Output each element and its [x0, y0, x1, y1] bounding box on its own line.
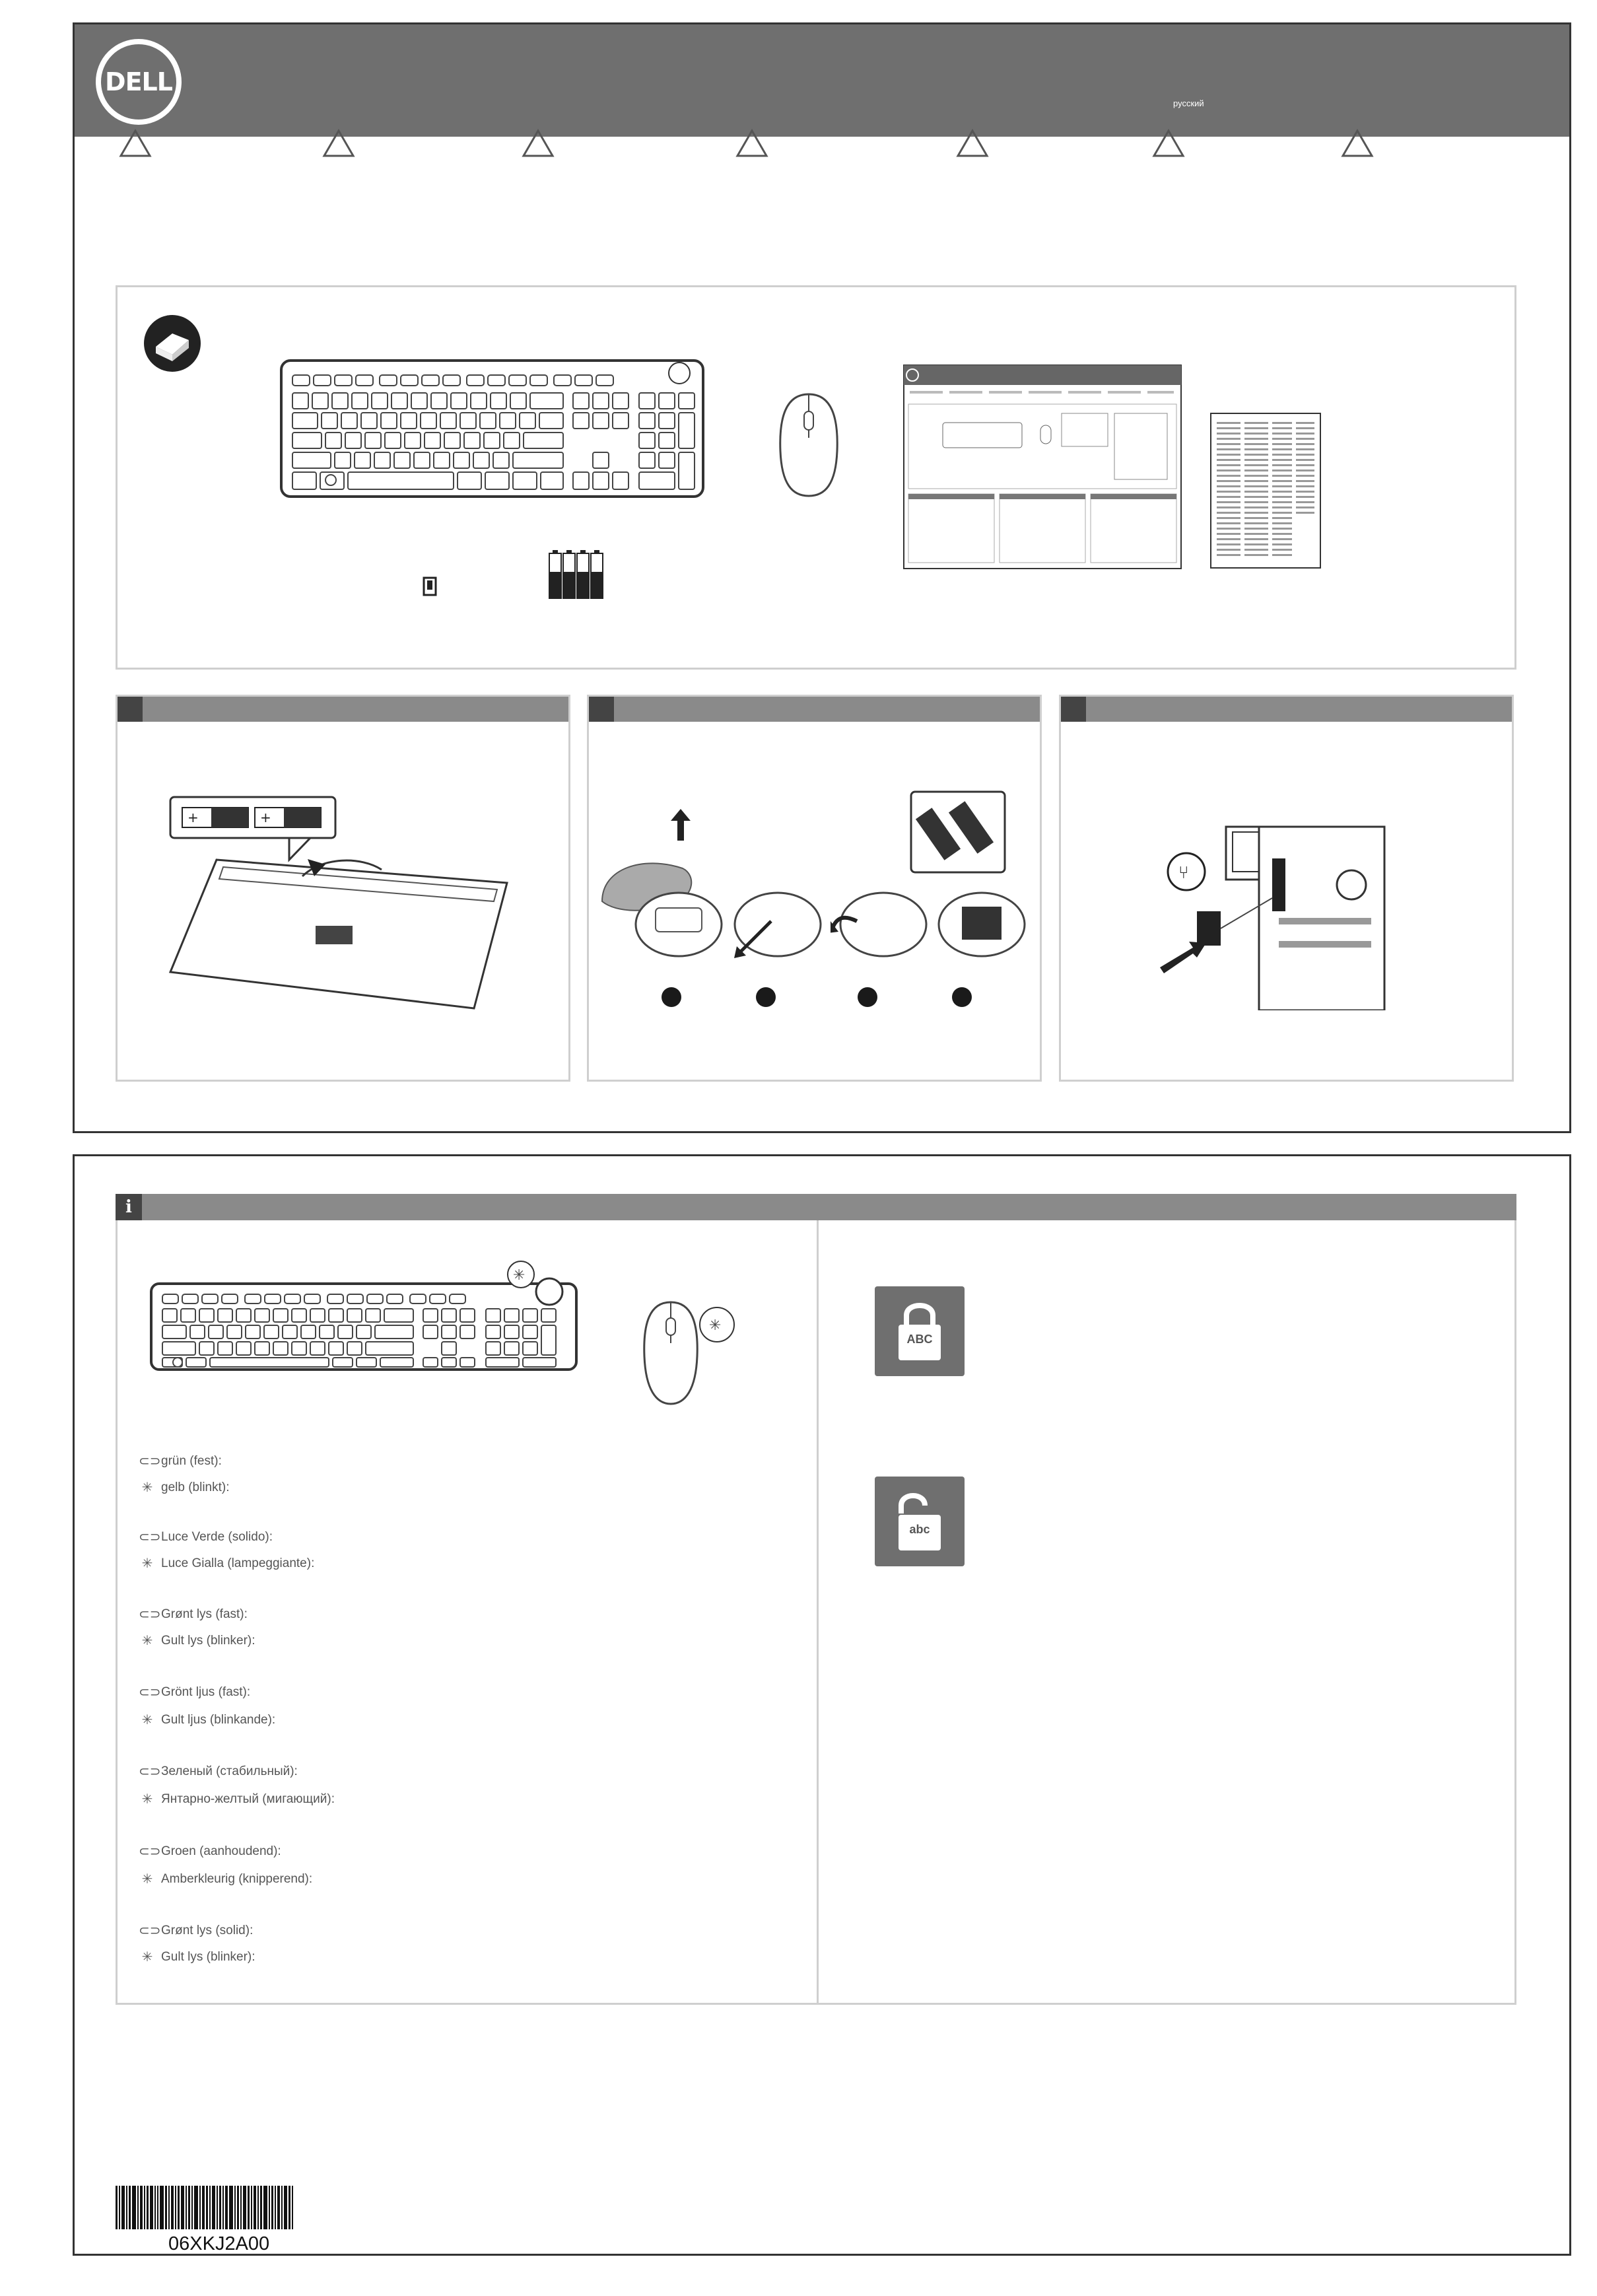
up-arrow-icon [671, 809, 691, 841]
keyboard-battery-illustration [164, 790, 527, 1015]
info-marker: i [116, 1194, 142, 1220]
caps-lock-on-label: ABC [906, 1333, 933, 1346]
svg-text:⑂: ⑂ [1178, 863, 1189, 883]
svg-text:✳: ✳ [513, 1267, 526, 1284]
step-number [118, 697, 143, 722]
step-dot [662, 987, 681, 1007]
legend-blink-sv: ✳ Gult ljus (blinkande): [139, 1712, 275, 1728]
step-dot [756, 987, 776, 1007]
warning-icon [1152, 129, 1185, 158]
mouse-status-illustration [639, 1297, 738, 1409]
legend-blink-ru: ✳ Янтарно-желтый (мигающий): [139, 1791, 335, 1807]
step-dot [952, 987, 972, 1007]
language-label: русский [1173, 98, 1204, 108]
warning-icon [956, 129, 989, 158]
keyboard-status-illustration [149, 1260, 578, 1372]
computer-usb-illustration [1160, 819, 1437, 1010]
legend-blink-no: ✳ Gult lys (blinker): [139, 1632, 255, 1649]
info-header-bar [116, 1194, 1516, 1220]
led-steady-icon: ⊂⊃ [139, 1685, 161, 1700]
usb-receiver-illustration [423, 576, 437, 596]
warning-icon [322, 129, 355, 158]
legend-steady-no: ⊂⊃ Grønt lys (fast): [139, 1607, 248, 1622]
step-dot [858, 987, 877, 1007]
mouse-batteries-inserted-illustration [932, 888, 1031, 961]
legend-steady-de: ⊂⊃ grün (fest): [139, 1453, 222, 1469]
led-blink-icon: ✳ [141, 1556, 153, 1571]
battery-callout-illustration [908, 789, 1007, 875]
mouse-open-illustration [831, 888, 930, 961]
warning-icon [1341, 129, 1374, 158]
dell-logo: DELL [96, 39, 182, 125]
legend-blink-de: ✳ gelb (blinkt): [139, 1479, 230, 1496]
box-contents-icon [143, 314, 202, 373]
legend-blink-nl: ✳ Amberkleurig (knipperend): [139, 1871, 312, 1887]
led-blink-icon: ✳ [141, 1634, 153, 1648]
step-number [1061, 697, 1086, 722]
legend-steady-da: ⊂⊃ Grønt lys (solid): [139, 1923, 254, 1938]
svg-text:✳: ✳ [709, 1317, 722, 1334]
led-steady-icon: ⊂⊃ [139, 1607, 161, 1622]
warning-icon [735, 129, 768, 158]
led-blink-icon: ✳ [141, 1713, 153, 1727]
step-number [589, 697, 614, 722]
led-steady-icon: ⊂⊃ [139, 1764, 161, 1779]
led-steady-icon: ⊂⊃ [139, 1924, 161, 1938]
mouse-illustration [778, 392, 840, 499]
legend-blink-it: ✳ Luce Gialla (lampeggiante): [139, 1555, 314, 1572]
svg-text:+: + [260, 810, 271, 825]
box-contents-panel [116, 285, 1516, 670]
mouse-open-illustration [632, 888, 725, 961]
led-blink-icon: ✳ [141, 1792, 153, 1807]
keyboard-illustration [279, 359, 705, 499]
led-blink-icon: ✳ [141, 1872, 153, 1887]
step-connect-receiver [1059, 695, 1514, 1082]
caps-lock-off-icon [875, 1477, 965, 1566]
batteries-illustration [547, 548, 606, 601]
caps-lock-on-icon [875, 1286, 965, 1376]
led-blink-icon: ✳ [141, 1950, 153, 1965]
step-keyboard-batteries [116, 695, 570, 1082]
step-mouse-batteries [587, 695, 1042, 1082]
warning-icon [522, 129, 555, 158]
legend-steady-ru: ⊂⊃ Зеленый (стабильный): [139, 1764, 298, 1779]
mouse-open-illustration [731, 888, 824, 961]
quick-setup-guide-thumbnail [903, 365, 1182, 569]
safety-document-thumbnail [1210, 413, 1321, 569]
caps-lock-off-label: abc [909, 1523, 930, 1536]
led-steady-icon: ⊂⊃ [139, 1844, 161, 1859]
step-header [118, 697, 568, 722]
led-steady-icon: ⊂⊃ [139, 1454, 161, 1469]
warning-icon [119, 129, 152, 158]
legend-steady-it: ⊂⊃ Luce Verde (solido): [139, 1529, 273, 1545]
legend-steady-nl: ⊂⊃ Groen (aanhoudend): [139, 1844, 281, 1859]
legend-steady-sv: ⊂⊃ Grönt ljus (fast): [139, 1685, 251, 1700]
step-header [1061, 697, 1512, 722]
barcode-number: 06XKJ2A00 [168, 2233, 270, 2254]
led-blink-icon: ✳ [141, 1480, 153, 1495]
barcode [116, 2186, 327, 2229]
legend-blink-da: ✳ Gult lys (blinker): [139, 1949, 255, 1965]
step-header [589, 697, 1040, 722]
header-banner [75, 24, 1569, 137]
led-steady-icon: ⊂⊃ [139, 1530, 161, 1545]
svg-text:+: + [187, 810, 199, 825]
caps-lock-panel [817, 1220, 1516, 2005]
